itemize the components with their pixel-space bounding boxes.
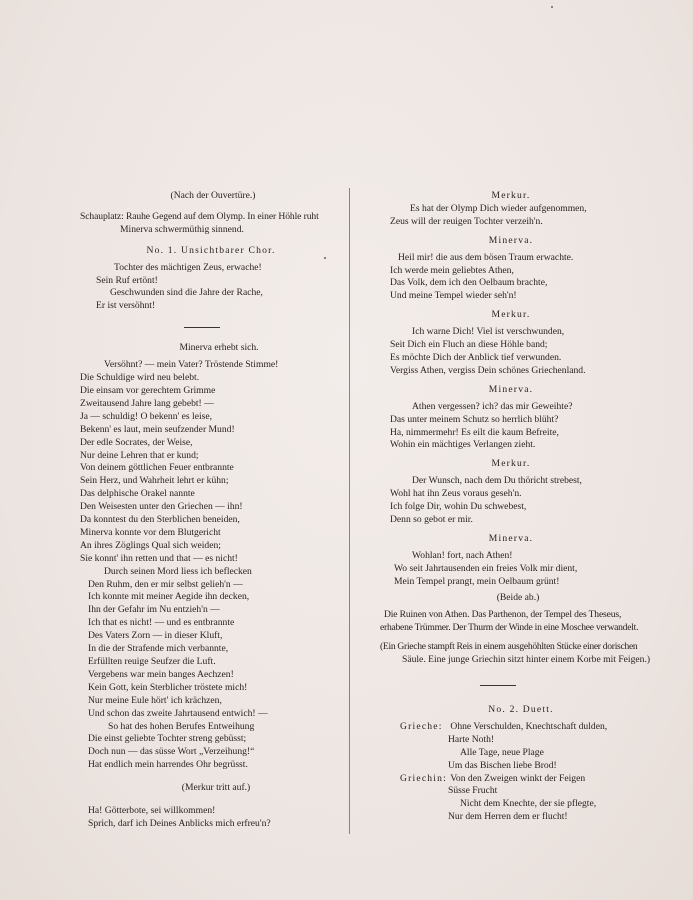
verse-line: Von deinem göttlichen Feuer entbrannte (80, 462, 234, 474)
verse-text: Ohne Verschulden, Knechtschaft dulden, (450, 720, 608, 732)
verse-line: Mein Tempel prangt, mein Oelbaum grünt! (394, 575, 560, 587)
verse-line: Versöhnt? — mein Vater? Tröstende Stimme! (104, 359, 279, 371)
verse-line: Und meine Tempel wieder seh'n! (390, 290, 517, 302)
verse-line: Ha, nimmermehr! Es eilt die kaum Befreite, (390, 426, 559, 438)
verse-line: Wo seit Jahrtausenden ein freies Volk mir dient, (394, 562, 578, 574)
verse-line: Den Ruhm, den er mir selbst gelieh'n — (88, 578, 243, 590)
verse-line: Ha! Götterbote, sei willkommen! (88, 805, 216, 817)
print-speck (551, 6, 553, 8)
verse-line: Denn so gebot er mir. (390, 513, 473, 525)
verse-line (380, 721, 642, 734)
verse-line: Athen vergessen? ich? das mir Geweihte? (412, 400, 573, 412)
verse-line: An ihres Zöglings Qual sich weiden; (80, 539, 221, 551)
column-divider (349, 188, 350, 834)
verse-line: Wohl hat ihn Zeus voraus geseh'n. (390, 488, 522, 500)
verse-line: Sie konnt' ihn retten und that — es nicht! (80, 552, 238, 564)
verse-line (380, 773, 642, 786)
verse-line: Heil mir! die aus dem bösen Traum erwachte. (398, 251, 574, 263)
verse-line: Den Weisesten unter den Griechen — ihn! (80, 501, 243, 513)
speaker-merkur: Merkur. (491, 309, 531, 321)
verse-line: Da konntest du den Sterblichen beneiden, (80, 514, 240, 526)
scene-description-cont: Minerva schwermüthig sinnend. (120, 223, 244, 235)
verse-line: Ich that es nicht! — und es entbrannte (88, 617, 235, 629)
scene-description: Die Ruinen von Athen. Das Parthenon, der Tempel des Theseus, (384, 609, 622, 621)
chorus-title: No. 1. Unsichtbarer Chor. (146, 244, 276, 256)
verse-line: Die Schuldige wird neu belebt. (80, 372, 200, 384)
verse-line: Nur dem Herren dem er flucht! (448, 811, 568, 823)
stage-direction-exit: (Beide ab.) (496, 592, 540, 604)
verse-line: Bekenn' es laut, mein seufzender Mund! (80, 423, 235, 435)
verse-line: Vergebens war mein banges Aechzen! (88, 668, 234, 680)
verse-line: Ihn der Gefahr im Nu entzieh'n — (88, 604, 220, 616)
speaker-minerva: Minerva. (488, 532, 534, 544)
left-column (80, 190, 342, 831)
verse-line: Zweitausend Jahre lang gebebt! — (80, 397, 214, 409)
scene-description: Schauplatz: Rauhe Gegend auf dem Olymp. In einer Höhle ruht (80, 210, 319, 222)
verse-line: Zeus will der reuigen Tochter verzeih'n. (390, 215, 543, 227)
verse-line: Der edle Socrates, der Weise, (80, 436, 193, 448)
verse-line: Ich werde mein geliebtes Athen, (390, 264, 514, 276)
speaker-grieche: Grieche: (400, 720, 443, 732)
stage-direction: (Ein Grieche stampft Reis in einem ausgehöhlten Stücke einer dorischen (380, 641, 638, 653)
verse-line: Alle Tage, neue Plage (460, 746, 544, 758)
speaker-minerva: Minerva. (488, 234, 534, 246)
verse-line: Wohlan! fort, nach Athen! (412, 549, 513, 561)
verse-line: Das delphische Orakel nannte (80, 488, 195, 500)
verse-line: Und schon das zweite Jahrtausend entwich! — (88, 707, 268, 719)
chorus-line: Geschwunden sind die Jahre der Rache, (110, 287, 263, 299)
duet-title: No. 2. Duett. (488, 704, 554, 715)
verse-text: Von den Zweigen winkt der Feigen (450, 772, 586, 784)
verse-line: Ja — schuldig! O bekenn' es leise, (80, 410, 213, 422)
stage-direction: Säule. Eine junge Griechin sitzt hinter einem Korbe mit Feigen.) (402, 654, 651, 666)
verse-line: Vergiss Athen, vergiss Dein schönes Griechenland. (390, 364, 586, 376)
verse-line: Seit Dich ein Fluch an diese Höhle band; (390, 339, 548, 351)
verse-line: Der Wunsch, nach dem Du thöricht strebest, (412, 475, 582, 487)
verse-line: Sprich, darf ich Deines Anblicks mich erfreu'n? (88, 817, 271, 829)
verse-line: Ich folge Dir, wohin Du schwebest, (390, 501, 527, 513)
verse-line: Die einsam vor gerechtem Grimme (80, 384, 216, 396)
speaker-merkur: Merkur. (491, 458, 531, 470)
verse-line: Nur deine Lehren that er kund; (80, 449, 199, 461)
verse-line: Sein Herz, und Wahrheit lehrt er kühn; (80, 475, 229, 487)
verse-line: Nicht dem Knechte, der sie pflegte, (460, 798, 597, 810)
verse-line: Hat endlich mein harrendes Ohr begrüsst. (88, 759, 248, 771)
verse-line: Um das Bischen liebe Brod! (448, 759, 557, 771)
verse-line: Doch nun — das süsse Wort „Verzeihung!“ (88, 746, 255, 758)
verse-line: Harte Noth! (448, 733, 495, 745)
verse-line: Kein Gott, kein Sterblicher tröstete mich! (88, 681, 248, 693)
verse-line: Nur meine Eule hört' ich krächzen, (88, 694, 222, 706)
chorus-line: Er ist versöhnt! (96, 300, 156, 312)
verse-line: Süsse Frucht (448, 785, 498, 797)
speaker-griechin: Griechin: (400, 772, 448, 784)
verse-line: So hat des hohen Berufes Entweihung (108, 720, 255, 732)
stage-direction-overture: (Nach der Ouvertüre.) (170, 190, 256, 201)
stage-direction-merkur: (Merkur tritt auf.) (181, 782, 251, 794)
verse-line: Es hat der Olymp Dich wieder aufgenommen, (410, 202, 587, 214)
chorus-line: Tochter des mächtigen Zeus, erwache! (114, 261, 262, 273)
verse-line: Erfüllten reuige Seufzer die Luft. (88, 656, 216, 667)
minerva-monologue (80, 359, 342, 772)
verse-line: Minerva konnte vor dem Blutgericht (80, 526, 221, 538)
verse-line: In die der Strafende mich verbannte, (88, 643, 229, 655)
verse-line: Ich konnte mit meiner Aegide ihn decken, (88, 591, 250, 603)
speaker-merkur: Merkur. (491, 190, 531, 201)
stage-direction-minerva: Minerva erhebt sich. (179, 342, 259, 354)
scene-description: erhabene Trümmer. Der Thurm der Winde in eine Moschee verwandelt. (380, 622, 639, 634)
verse-line: Durch seinen Mord liess ich beflecken (104, 565, 252, 577)
verse-line: Die einst geliebte Tochter streng gebüsst; (88, 733, 247, 745)
chorus-line: Sein Ruf ertönt! (96, 274, 158, 286)
verse-line: Es möchte Dich der Anblick tief verwunden. (390, 351, 562, 363)
verse-line: Des Vaters Zorn — in dieser Kluft, (88, 630, 223, 642)
verse-line: Das unter meinem Schutz so herrlich blüht? (390, 413, 559, 425)
verse-line: Das Volk, dem ich den Oelbaum brachte, (390, 277, 548, 289)
verse-line: Wohin ein mächtiges Verlangen zieht. (390, 439, 536, 451)
right-column (380, 190, 651, 824)
verse-line: Ich warne Dich! Viel ist verschwunden, (412, 326, 565, 338)
speaker-minerva: Minerva. (488, 383, 534, 395)
